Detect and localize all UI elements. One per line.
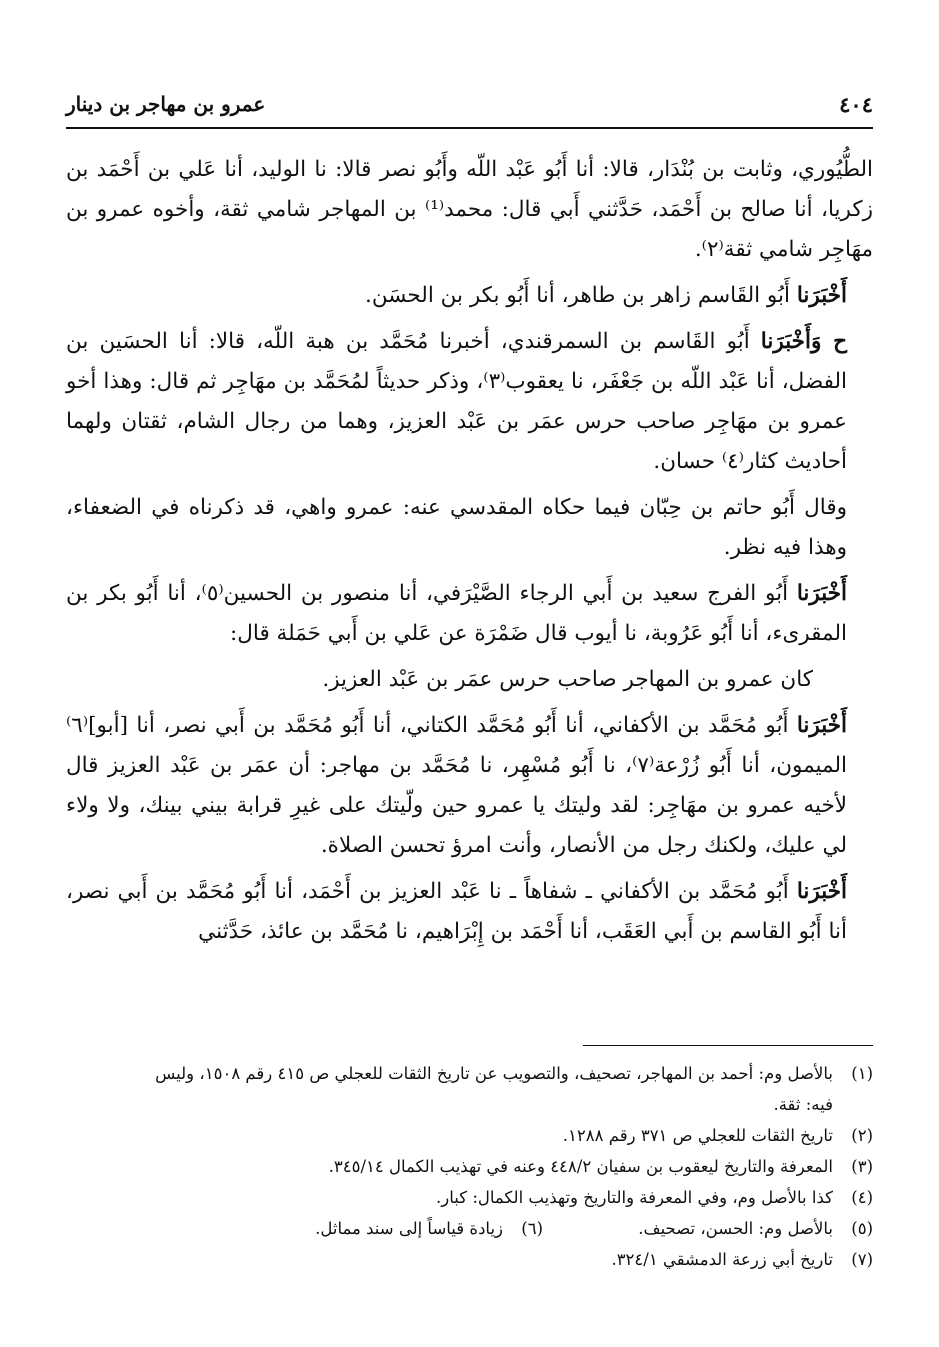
footnote-text: كذا بالأصل وم، وفي المعرفة والتاريخ وتهذيب الكمال: كبار. <box>436 1188 833 1207</box>
footnote-text: بالأصل وم: الحسن، تصحيف. <box>638 1219 833 1238</box>
footnote-number: (٢) <box>851 1126 873 1145</box>
footnote <box>66 1244 873 1275</box>
footnote-text: تاريخ أبي زرعة الدمشقي ٣٢٤/١. <box>611 1250 833 1269</box>
page-header <box>66 92 873 122</box>
footnote-text: المعرفة والتاريخ ليعقوب بن سفيان ٤٤٨/٢ وعنه في تهذيب الكمال ٣٤٥/١٤. <box>328 1157 833 1176</box>
paragraph-text: أَبُو الفرج سعيد بن أَبي الرجاء الصَّيْرَفي، أنا منصور بن الحسين⁽٥⁾، أنا أَبُو بكر بن المقرىء، أنا أَبُو عَرُوبة، نا أيوب قال ضَمْرَة عن عَلي بن أَبي حَمَلة قال: <box>66 581 847 646</box>
paragraph <box>66 574 873 654</box>
header-rule <box>66 127 873 129</box>
paragraph-text: وقال أَبُو حاتم بن حِبّان فيما حكاه المقدسي عنه: عمرو واهي، قد ذكرناه في الضعفاء، وهذا فيه نظر. <box>66 495 847 560</box>
paragraph-text: أَبُو مُحَمَّد بن الأكفاني، أنا أَبُو مُحَمَّد الكتاني، أنا أَبُو مُحَمَّد بن أَبي نصر، أنا [أبو]⁽٦⁾ الميمون، أنا أَبُو زُرْعة⁽٧⁾، نا أَبُو مُسْهِر، نا مُحَمَّد بن مهاجر: أن عمَر بن عَبْد العزيز قال لأخيه عمرو بن مهَاجِر: لقد وليتك يا عمرو حين ولّيتك على غيرِ قرابة بيني بينك، ولا ولاء لي عليك، ولكنك رجل من الأنصار، وأنت امرؤ تحسن الصلاة. <box>66 713 847 858</box>
footnote <box>66 1151 873 1182</box>
footnote-rule <box>583 1045 873 1046</box>
footnote-number: (٤) <box>851 1188 873 1207</box>
paragraph-text: كان عمرو بن المهاجر صاحب حرس عمَر بن عَبْد العزيز. <box>322 667 813 692</box>
footnote-pair <box>66 1213 873 1244</box>
keyword: أَخْبَرَنا <box>796 283 847 308</box>
footnotes <box>66 1058 873 1275</box>
footnote-number: (١) <box>851 1064 873 1083</box>
footnote-number: (٥) <box>851 1219 873 1238</box>
keyword: أَخْبَرَنا <box>796 713 847 738</box>
page-number: ٤٠٤ <box>839 92 873 117</box>
paragraph <box>66 660 873 700</box>
running-title: عمرو بن مهاجر بن دينار <box>66 92 266 116</box>
paragraph <box>66 276 873 316</box>
paragraph <box>66 488 873 568</box>
footnote <box>66 1058 873 1089</box>
footnote-continuation: فيه: ثقة. <box>773 1095 833 1114</box>
paragraph-text: أَبُو مُحَمَّد بن الأكفاني ـ شفاهاً ـ نا عَبْد العزيز بن أَحْمَد، أنا أَبُو مُحَمَّد بن أَبي نصر، أنا أَبُو القاسم بن أَبي العَقَب، أنا أَحْمَد بن إِبْرَاهيم، نا مُحَمَّد بن عائذ، حَدَّثني <box>66 879 847 944</box>
footnote-text: تاريخ الثقات للعجلي ص ٣٧١ رقم ١٢٨٨. <box>562 1126 833 1145</box>
paragraph <box>66 706 873 866</box>
paragraph <box>66 322 873 482</box>
footnote <box>66 1182 873 1213</box>
footnote-text: بالأصل وم: أحمد بن المهاجر، تصحيف، والتصويب عن تاريخ الثقات للعجلي ص ٤١٥ رقم ١٥٠٨، وليس <box>155 1064 833 1083</box>
keyword: أَخْبَرَنا <box>796 581 847 606</box>
footnote <box>66 1213 543 1244</box>
paragraph <box>66 872 873 952</box>
paragraph-text: أَبُو القَاسم بن السمرقندي، أخبرنا مُحَمَّد بن هبة اللّه، قالا: أنا الحسَين بن الفضل، أنا عَبْد اللّه بن جَعْفَر، نا يعقوب⁽٣⁾، وذكر حديثاً لمُحَمَّد بن مهَاجِر ثم قال: وهذا أخو عمرو بن مهَاجِر صاحب حرس عمَر بن عَبْد العزيز، وهما من رجال الشام، ثقتان ولهما أحاديث كثار⁽٤⁾ حسان. <box>66 329 847 474</box>
footnote-number: (٦) <box>521 1219 543 1238</box>
footnote-text: زيادة قياساً إلى سند مماثل. <box>315 1219 503 1238</box>
footnote <box>66 1120 873 1151</box>
footnote-number: (٧) <box>851 1250 873 1269</box>
footnote-number: (٣) <box>851 1157 873 1176</box>
keyword: أَخْبَرَنا <box>796 879 847 904</box>
paragraph <box>66 150 873 270</box>
main-text <box>66 150 873 958</box>
paragraph-text: الطُّيُوري، وثابت بن بُنْدَار، قالا: أنا أَبُو عَبْد اللّه وأَبُو نصر قالا: نا الوليد، أنا عَلي بن أَحْمَد بن زكريا، أنا صالح بن أَحْمَد، حَدَّثني أَبي قال: محمد⁽¹⁾ بن المهاجر شامي ثقة، وأخوه عمرو بن مهَاجِر شامي ثقة⁽٢⁾. <box>66 157 873 262</box>
paragraph-text: أَبُو القَاسم زاهر بن طاهر، أنا أَبُو بكر بن الحسَن. <box>365 283 790 308</box>
keyword: ح وَأَخْبَرَنا <box>760 329 847 354</box>
footnote <box>543 1213 873 1244</box>
